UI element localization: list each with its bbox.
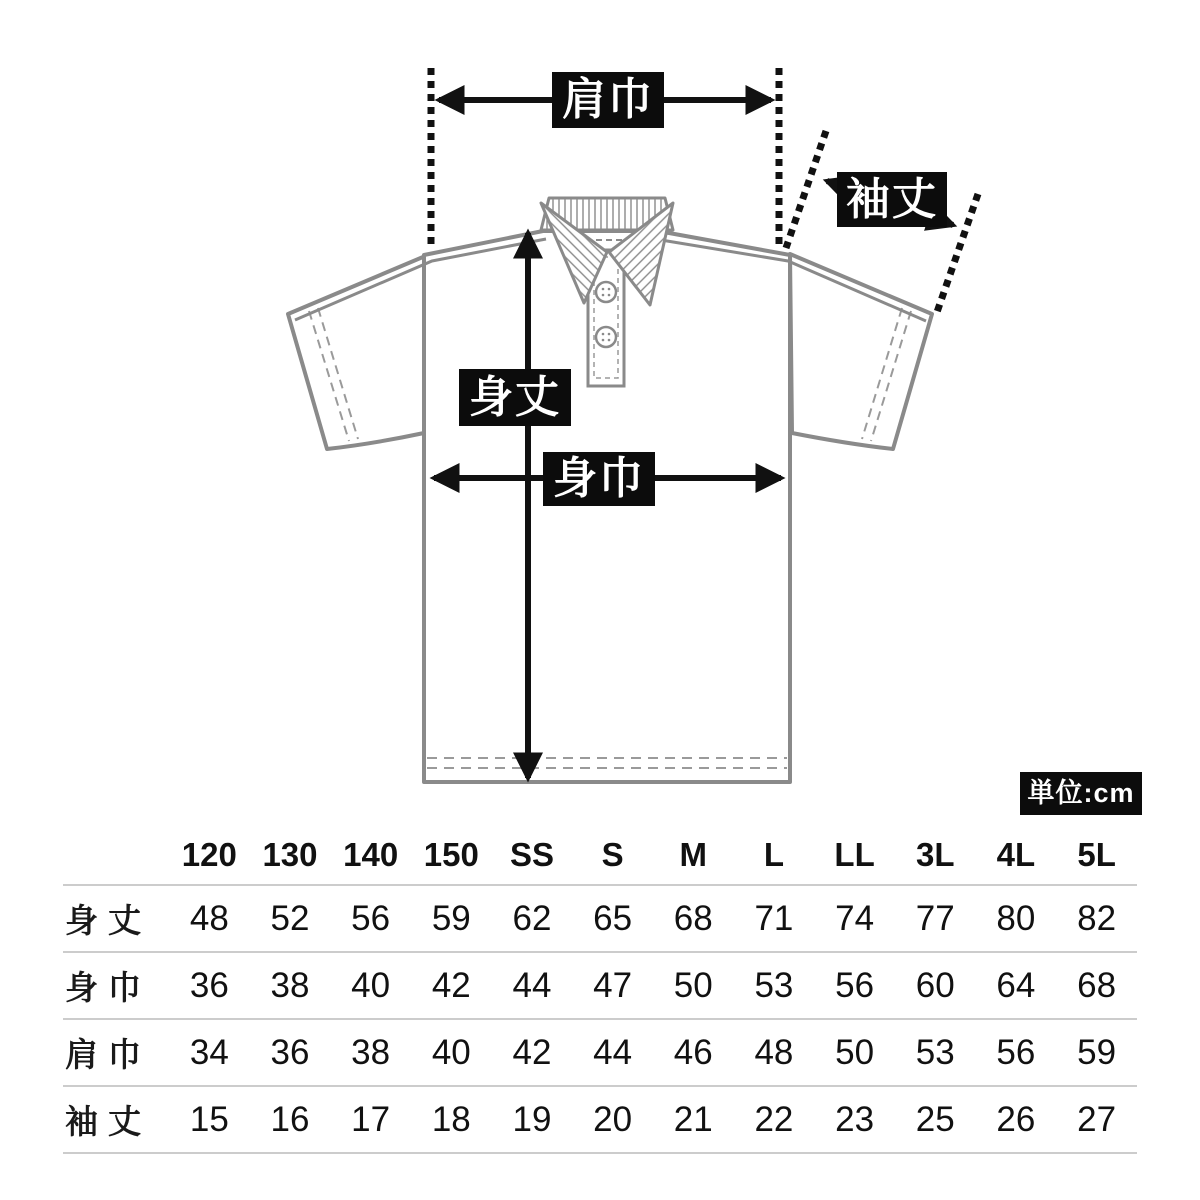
size-col-header: 130 (262, 836, 318, 873)
cell: 16 (270, 1099, 310, 1139)
cell: 17 (351, 1099, 391, 1139)
size-col-header: 3L (915, 836, 955, 873)
size-col-header: 150 (423, 836, 479, 873)
size-col-header: 120 (181, 836, 237, 873)
cell: 46 (673, 1032, 713, 1072)
cell: 21 (673, 1099, 713, 1139)
size-col-header: 140 (343, 836, 399, 873)
sleeve-length-label: 袖丈 (837, 172, 947, 227)
cell: 34 (189, 1032, 229, 1072)
cell: 53 (915, 1032, 955, 1072)
cell: 59 (1077, 1032, 1117, 1072)
row-label: 身丈 (65, 902, 151, 939)
cell: 44 (593, 1032, 633, 1072)
cell: 15 (189, 1099, 229, 1139)
body-length-label: 身丈 (459, 369, 571, 426)
cell: 56 (351, 898, 391, 938)
cell: 48 (754, 1032, 794, 1072)
body-width-label: 身巾 (543, 452, 655, 506)
size-col-header: LL (834, 836, 875, 873)
size-table-container (63, 826, 1137, 1154)
cell: 56 (996, 1032, 1036, 1072)
cell: 53 (754, 965, 794, 1005)
size-table (63, 826, 1137, 1154)
left-sleeve (288, 254, 430, 449)
cell: 64 (996, 965, 1036, 1005)
table-row-body-length (63, 885, 1137, 952)
cell: 59 (431, 898, 471, 938)
cell: 80 (996, 898, 1036, 938)
cell: 77 (915, 898, 955, 938)
size-col-header: 4L (996, 836, 1036, 873)
row-label: 袖丈 (65, 1103, 151, 1140)
cell: 68 (673, 898, 713, 938)
shoulder-width-label: 肩巾 (552, 72, 664, 128)
cell: 71 (754, 898, 794, 938)
cell: 65 (593, 898, 633, 938)
unit-badge: 単位:cm (1020, 772, 1142, 815)
cell: 19 (512, 1099, 552, 1139)
cell: 74 (835, 898, 875, 938)
size-col-header: S (601, 836, 624, 873)
cell: 22 (754, 1099, 794, 1139)
button (596, 282, 616, 302)
cell: 26 (996, 1099, 1036, 1139)
table-row-shoulder-width (63, 1019, 1137, 1086)
cell: 23 (835, 1099, 875, 1139)
cell: 47 (593, 965, 633, 1005)
cell: 82 (1077, 898, 1117, 938)
cell: 52 (270, 898, 310, 938)
cell: 42 (431, 965, 471, 1005)
cell: 27 (1077, 1099, 1117, 1139)
cell: 18 (431, 1099, 471, 1139)
cell: 36 (189, 965, 229, 1005)
button (596, 327, 616, 347)
size-col-header: L (763, 836, 784, 873)
table-row-sleeve-length (63, 1086, 1137, 1153)
right-sleeve (790, 254, 932, 449)
cell: 48 (189, 898, 229, 938)
size-col-header: 5L (1077, 836, 1116, 873)
cell: 38 (270, 965, 310, 1005)
cell: 44 (512, 965, 552, 1005)
cell: 60 (915, 965, 955, 1005)
cell: 50 (673, 965, 713, 1005)
cell: 42 (512, 1032, 552, 1072)
cell: 25 (915, 1099, 955, 1139)
cell: 36 (270, 1032, 310, 1072)
cell: 38 (351, 1032, 391, 1072)
cell: 40 (351, 965, 391, 1005)
row-label: 肩巾 (65, 1036, 151, 1073)
row-label: 身巾 (65, 969, 151, 1006)
cell: 68 (1077, 965, 1117, 1005)
cell: 62 (512, 898, 552, 938)
cell: 20 (593, 1099, 633, 1139)
cell: 50 (835, 1032, 875, 1072)
table-row-body-width (63, 952, 1137, 1019)
size-col-header: SS (509, 836, 554, 873)
corner-cell (63, 826, 169, 885)
cell: 56 (835, 965, 875, 1005)
size-header-row (63, 826, 1137, 885)
cell: 40 (431, 1032, 471, 1072)
size-col-header: M (679, 836, 708, 873)
